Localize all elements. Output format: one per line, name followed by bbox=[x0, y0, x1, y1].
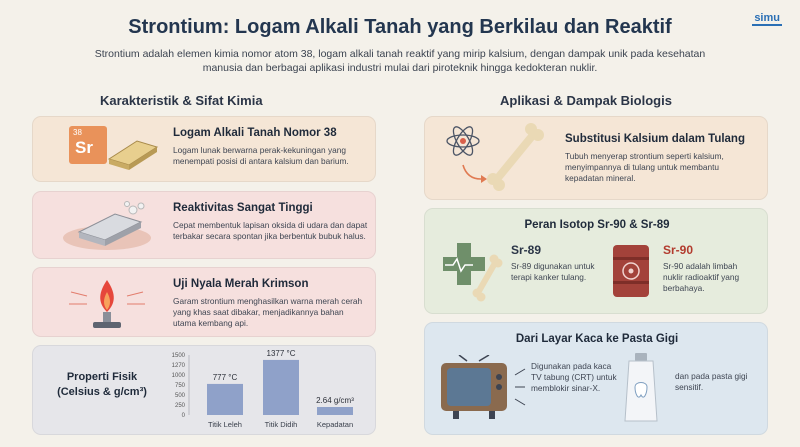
atom-bone-icon bbox=[441, 121, 551, 197]
tv-body: Digunakan pada kaca TV tabung (CRT) untuk memblokir sinar-X. bbox=[531, 361, 617, 393]
card-body: Garam strontium menghasilkan warna merah cerah yang khas saat dibakar, menjadikannya bahan utama kembang api. bbox=[173, 296, 363, 328]
toothpaste-icon bbox=[621, 353, 661, 427]
y-tick-label: 750 bbox=[174, 383, 185, 389]
brand-logo: simu bbox=[754, 12, 780, 24]
card-title: Peran Isotop Sr-90 & Sr-89 bbox=[524, 219, 670, 231]
sr89-body: Sr-89 digunakan untuk terapi kanker tulang. bbox=[511, 261, 595, 282]
ray-lines-icon bbox=[513, 367, 527, 407]
chart-bar bbox=[317, 407, 353, 415]
metal-ingot-icon bbox=[103, 131, 159, 171]
element-number: 38 bbox=[73, 128, 82, 137]
y-tick-label: 1500 bbox=[171, 353, 185, 359]
card-physical-properties bbox=[32, 345, 376, 435]
card-title: Dari Layar Kaca ke Pasta Gigi bbox=[515, 333, 679, 345]
x-category-label: Titik Leleh bbox=[208, 420, 242, 429]
periodic-tile-icon bbox=[69, 126, 107, 164]
chart-bar bbox=[263, 360, 299, 415]
sr89-label: Sr-89 bbox=[511, 243, 542, 257]
right-column-heading: Aplikasi & Dampak Biologis bbox=[500, 93, 672, 108]
sr90-label: Sr-90 bbox=[663, 243, 694, 257]
medical-cross-icon bbox=[439, 239, 503, 303]
card-body: Logam lunak berwarna perak-kekuningan yang menempati posisi di antara kalsium dan barium. bbox=[173, 145, 349, 166]
crt-tv-icon bbox=[439, 355, 511, 425]
page-title: Strontium: Logam Alkali Tanah yang Berkilau dan Reaktif bbox=[128, 16, 672, 38]
bunsen-flame-icon bbox=[57, 272, 157, 334]
physical-properties-chart bbox=[163, 347, 369, 435]
card-bone-substitution bbox=[424, 116, 768, 200]
data-label: 777 °C bbox=[212, 372, 238, 382]
element-symbol: Sr bbox=[75, 138, 93, 157]
y-tick-label: 250 bbox=[174, 403, 185, 409]
oxidized-metal-icon bbox=[57, 198, 157, 254]
card-tv-toothpaste bbox=[424, 322, 768, 435]
y-tick-label: 1270 bbox=[171, 363, 185, 369]
y-tick-label: 0 bbox=[181, 413, 185, 419]
x-category-label: Titik Didih bbox=[264, 420, 298, 429]
card-alkaline-earth bbox=[32, 116, 376, 182]
card-title: Logam Alkali Tanah Nomor 38 bbox=[173, 127, 337, 139]
left-column-heading: Karakteristik & Sifat Kimia bbox=[100, 93, 263, 108]
card-title: Substitusi Kalsium dalam Tulang bbox=[565, 133, 745, 145]
data-label: 1377 °C bbox=[266, 348, 296, 358]
card-reactivity bbox=[32, 191, 376, 259]
data-label: 2.64 g/cm³ bbox=[316, 396, 354, 405]
card-isotopes bbox=[424, 208, 768, 314]
intro-text: Strontium adalah elemen kimia nomor atom 38, logam alkali tanah reaktif yang mirip kalsium, dengan dampak unik pada kesehatan manusia dan berbagai aplikasi industri mulai dari piroteknik hingga kedokteran nuklir. bbox=[94, 48, 706, 74]
y-tick-label: 500 bbox=[174, 393, 185, 399]
sr90-body: Sr-90 adalah limbah nuklir radioaktif yang berbahaya. bbox=[663, 261, 740, 293]
card-title: Uji Nyala Merah Krimson bbox=[173, 278, 309, 290]
x-category-label: Kepadatan bbox=[316, 420, 354, 429]
radioactive-barrel-icon bbox=[609, 241, 653, 301]
properties-label: Properti Fisik (Celsius & g/cm³) bbox=[57, 371, 147, 398]
card-body: Cepat membentuk lapisan oksida di udara dan dapat terbakar secara spontan jika berbentuk bubuk halus. bbox=[173, 220, 368, 241]
y-tick-label: 1000 bbox=[171, 373, 185, 379]
chart-bar bbox=[207, 384, 243, 415]
toothpaste-body: dan pada pasta gigi sensitif. bbox=[675, 371, 748, 392]
card-body: Tubuh menyerap strontium seperti kalsium, menyimpannya di tulang untuk membantu kepadatan mineral. bbox=[565, 151, 724, 183]
card-flame-test bbox=[32, 267, 376, 337]
card-title: Reaktivitas Sangat Tinggi bbox=[173, 202, 313, 214]
